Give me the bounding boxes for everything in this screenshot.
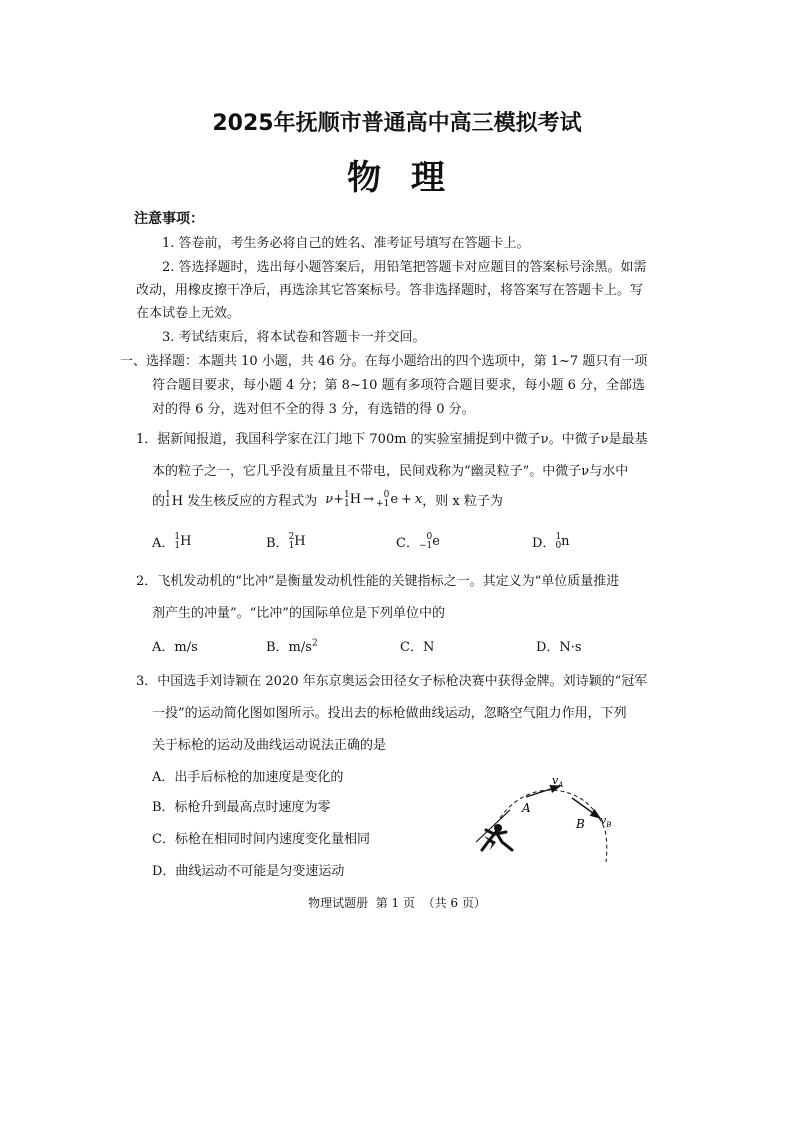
notes-item-2-line-1: 2. 答选择题时，选出每小题答案后，用铅笔把答题卡对应题目的答案标号涂黑。如需 bbox=[162, 260, 647, 275]
q2-option-d: D．N·s bbox=[536, 640, 582, 655]
q2-option-b-text: B．m/s bbox=[266, 640, 312, 655]
q1-option-a bbox=[152, 532, 191, 551]
q1-option-d-symbol: n bbox=[561, 534, 570, 549]
q1-option-b-charge: 1 bbox=[288, 540, 295, 551]
notes-heading: 注意事项： bbox=[134, 211, 204, 227]
q2-line-2: 剂产生的冲量”。“比冲”的国际单位是下列单位中的 bbox=[152, 606, 445, 621]
q1-option-c bbox=[396, 532, 440, 551]
hydrogen-charge: 1 bbox=[165, 498, 171, 509]
q1-line-1: 1．据新闻报道，我国科学家在江门地下 700m 的实验室捕捉到中微子ν。中微子ν是最基 bbox=[136, 432, 648, 447]
athlete-icon bbox=[476, 810, 512, 850]
section1-line-1: 一、选择题：本题共 10 小题，共 46 分。在每小题给出的四个选项中，第 1~7 题只有一项 bbox=[120, 354, 648, 369]
eq-e-mass: 0 bbox=[383, 489, 390, 500]
eq-h-mass: 1 bbox=[344, 489, 350, 500]
velocity-b-arrow bbox=[572, 798, 600, 818]
q1-option-c-label: C． bbox=[396, 536, 419, 551]
nuclear-equation bbox=[325, 491, 422, 509]
velocity-b-label bbox=[600, 814, 611, 829]
q1-option-a-label: A． bbox=[152, 536, 175, 551]
q1-option-b-mass: 2 bbox=[288, 531, 295, 542]
point-b-label: B bbox=[576, 817, 585, 831]
eq-e-charge: +1 bbox=[376, 498, 390, 509]
q1-option-b-symbol: H bbox=[294, 534, 306, 549]
q1-option-a-charge: 1 bbox=[174, 540, 181, 551]
velocity-b-symbol: v bbox=[600, 814, 607, 827]
section1-line-2: 符合题目要求，每小题 4 分；第 8~10 题有多项符合题目要求，每小题 6 分，全部选 bbox=[152, 378, 646, 393]
velocity-a-subscript: A bbox=[558, 781, 564, 789]
q3-option-b: B．标枪升到最高点时速度为零 bbox=[152, 800, 331, 815]
q1-option-d bbox=[532, 532, 570, 551]
eq-x: x bbox=[414, 492, 423, 507]
q1-line-3-suffix: ，则 x 粒子为 bbox=[422, 494, 503, 509]
point-a-label: A bbox=[522, 801, 531, 815]
q1-option-b-label: B． bbox=[266, 536, 289, 551]
eq-h-charge: 1 bbox=[344, 498, 350, 509]
eq-plus: + bbox=[333, 492, 345, 507]
page-footer: 物理试题册 第 1 页 （共 6 页） bbox=[308, 896, 486, 910]
q3-option-c: C．标枪在相同时间内速度变化量相同 bbox=[152, 832, 370, 847]
javelin-figure bbox=[460, 770, 630, 870]
trajectory-curve bbox=[500, 790, 607, 862]
subject-title: 物 理 bbox=[347, 158, 447, 198]
q2-option-a: A．m/s bbox=[152, 640, 198, 655]
q1-option-d-mass: 1 bbox=[555, 531, 562, 542]
hydrogen-mass: 1 bbox=[165, 489, 171, 500]
section1-line-3: 对的得 6 分，选对但不全的得 3 分，有选错的得 0 分。 bbox=[152, 402, 475, 417]
q1-line-3-prefix: 的 bbox=[152, 494, 166, 509]
notes-item-2-line-2: 改动，用橡皮擦干净后，再选涂其它答案标号。答非选择题时，将答案写在答题卡上。写 bbox=[136, 283, 644, 298]
q1-option-d-label: D． bbox=[532, 536, 556, 551]
eq-arrow: → bbox=[363, 492, 375, 507]
q1-option-a-mass: 1 bbox=[174, 531, 181, 542]
q2-option-b-exponent: 2 bbox=[311, 638, 318, 649]
q2-line-1: 2．飞机发动机的“比冲”是衡量发动机性能的关键指标之一。其定义为“单位质量推进 bbox=[136, 574, 620, 589]
q1-line-3-middle: H 发生核反应的方程式为 bbox=[171, 494, 318, 509]
q3-option-a: A．出手后标枪的加速度是变化的 bbox=[152, 770, 344, 785]
q1-option-a-symbol: H bbox=[180, 534, 192, 549]
notes-item-3: 3. 考试结束后，将本试卷和答题卡一并交回。 bbox=[162, 330, 426, 345]
eq-neutrino: ν bbox=[325, 492, 334, 507]
q1-option-d-charge: 0 bbox=[555, 540, 562, 551]
exam-title: 2025年抚顺市普通高中高三模拟考试 bbox=[212, 111, 582, 136]
notes-item-2-line-3: 在本试卷上无效。 bbox=[136, 306, 241, 321]
velocity-a-arrow bbox=[526, 786, 560, 797]
q1-option-c-symbol: e bbox=[432, 534, 440, 549]
q3-option-d: D．曲线运动不可能是匀变速运动 bbox=[152, 864, 345, 879]
hydrogen-nuclide bbox=[165, 491, 172, 509]
velocity-a-label bbox=[552, 774, 563, 789]
q3-line-2: 一投”的运动简化图如图所示。投出去的标枪做曲线运动，忽略空气阻力作用，下列 bbox=[152, 706, 627, 721]
q1-option-c-charge: −1 bbox=[418, 540, 433, 551]
eq-positron: e bbox=[390, 492, 399, 507]
q1-option-b bbox=[266, 532, 306, 551]
q1-option-c-mass: 0 bbox=[426, 531, 433, 542]
eq-hydrogen: H bbox=[349, 492, 362, 507]
velocity-a-symbol: v bbox=[552, 774, 559, 787]
velocity-b-subscript: B bbox=[606, 821, 612, 829]
q1-line-3 bbox=[152, 490, 503, 509]
q1-line-2: 本的粒子之一，它几乎没有质量且不带电，民间戏称为“幽灵粒子”。中微子ν与水中 bbox=[152, 464, 629, 479]
q2-option-b bbox=[266, 636, 318, 655]
q3-line-3: 关于标枪的运动及曲线运动说法正确的是 bbox=[152, 738, 387, 753]
q2-option-c: C．N bbox=[400, 640, 435, 655]
notes-item-1: 1. 答卷前，考生务必将自己的姓名、准考证号填写在答题卡上。 bbox=[162, 236, 530, 251]
eq-plus-2: + bbox=[401, 492, 412, 507]
q3-line-1: 3．中国选手刘诗颖在 2020 年东京奥运会田径女子标枪决赛中获得金牌。刘诗颖的“冠军 bbox=[136, 674, 648, 689]
